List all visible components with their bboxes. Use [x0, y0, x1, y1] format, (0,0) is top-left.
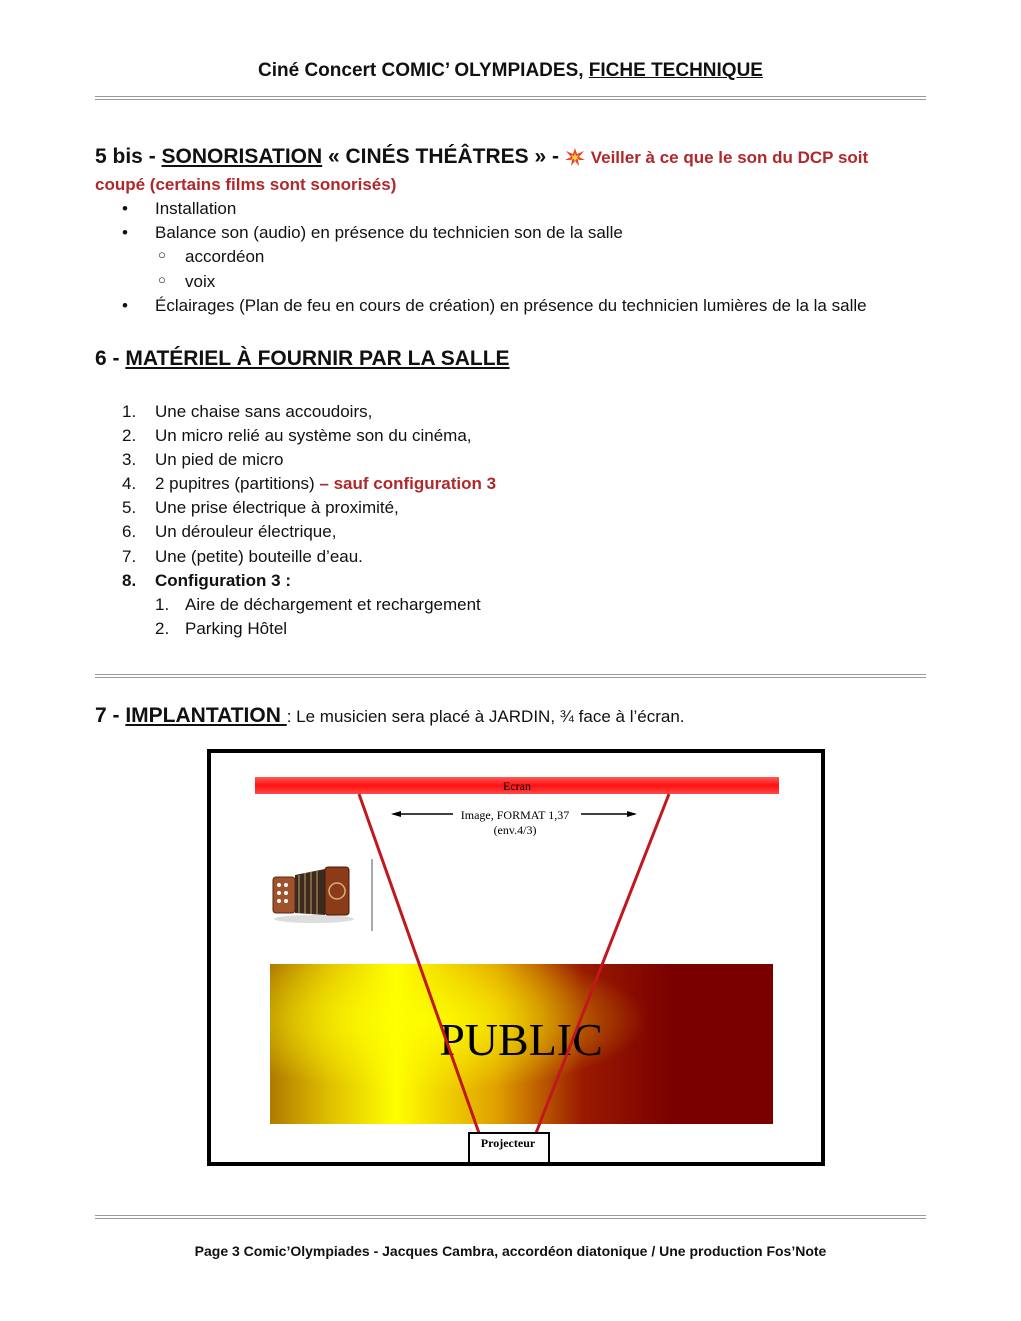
implantation-diagram — [207, 749, 827, 1169]
page-footer: Page 3 Comic’Olympiades - Jacques Cambra, accordéon diatonique / Une production Fos’Note — [194, 1243, 827, 1259]
section-number: 7 - — [95, 704, 126, 727]
section-text: : Le musicien sera placé à JARDIN, ¾ face à l’écran. — [286, 707, 685, 726]
image-format-sublabel: (env.4/3) — [493, 823, 537, 837]
public-label: PUBLIC — [439, 1014, 603, 1065]
image-format-label: Image, FORMAT 1,37 — [460, 808, 570, 822]
section-number: 6 - — [95, 347, 126, 370]
footer-divider — [95, 1215, 926, 1219]
section-subtitle: « CINÉS THÉÂTRES » - — [322, 145, 565, 168]
section-7-heading — [95, 704, 685, 728]
screen-label: Ecran — [503, 779, 531, 793]
section-title: IMPLANTATION — [125, 704, 287, 727]
header-prefix: Ciné Concert COMIC’ OLYMPIADES, — [258, 60, 589, 81]
header-title: FICHE TECHNIQUE — [588, 60, 763, 81]
collision-icon — [565, 148, 585, 166]
page-header — [95, 60, 926, 82]
header-divider — [95, 96, 926, 100]
section-divider — [95, 674, 926, 678]
section-title: MATÉRIEL À FOURNIR PAR LA SALLE — [125, 347, 510, 370]
projector-label: Projecteur — [480, 1136, 536, 1150]
red-note: – sauf configuration 3 — [319, 474, 497, 493]
section-title: SONORISATION — [161, 145, 323, 168]
warning-text-line2: coupé (certains films sont sonorisés) — [95, 175, 397, 194]
section-number: 5 bis - — [95, 145, 162, 168]
warning-text-line1: Veiller à ce que le son du DCP soit — [590, 148, 869, 167]
section-5-heading — [95, 145, 926, 169]
section-6-heading — [95, 347, 510, 371]
